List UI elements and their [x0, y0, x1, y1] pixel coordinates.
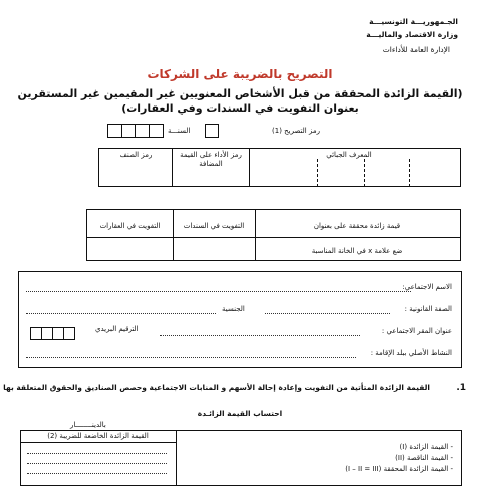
year-label: السنـــة: [168, 127, 191, 135]
header-line-ministry: وزارة الاقتصاد والماليـــة: [366, 30, 458, 39]
nature-row-label: قيمة زائدة محققة على بعنوان: [313, 222, 401, 230]
ids-col-category: رمز الصنف: [119, 151, 153, 159]
nature-col-property: التفويت في العقارات: [99, 222, 161, 230]
taxable-value-ii[interactable]: [27, 463, 167, 464]
page-subtitle-1: (القيمة الزائدة المحققة من قبل الأشخاص المعنويين غير المقيمين غير المستقرين: [17, 87, 463, 100]
year-digit-box[interactable]: [149, 124, 164, 138]
section-number: 1.: [456, 383, 466, 393]
legal-form-field[interactable]: [265, 313, 390, 314]
postal-digit-box[interactable]: [63, 327, 75, 340]
calc-heading: احتساب القيمة الزائـدة: [197, 409, 283, 418]
hq-address-label: عنوان المقر الاجتماعي :: [381, 327, 452, 335]
year-digit-box[interactable]: [135, 124, 150, 138]
nationality-label: الجنسية: [222, 305, 245, 313]
header-line-republic: الجـمهوريـــة التونسيـــة: [369, 17, 458, 26]
ids-table: [98, 148, 461, 187]
ids-col-vat: رمز الأداء على القيمة المضافة: [180, 151, 242, 168]
line-iii-label: - القيمة الزائدة المحققة (I – II = III): [345, 465, 453, 473]
nature-col-securities: التفويت في السندات: [183, 222, 245, 230]
declaration-code-label: رمز التصريح (1): [272, 127, 320, 135]
hq-address-field[interactable]: [160, 335, 360, 336]
property-checkbox[interactable]: [88, 239, 172, 260]
nationality-field[interactable]: [26, 313, 216, 314]
social-name-label: الاسم الاجتماعي:: [402, 283, 452, 291]
page-title: التصريح بالضريبة على الشركات: [147, 67, 333, 81]
taxable-value-i[interactable]: [27, 453, 167, 454]
ids-col-tax-id: المعرف الجبائي: [326, 151, 372, 159]
nature-instruction: ضع علامة x في الخانة المناسبة: [311, 247, 403, 255]
social-name-field[interactable]: [26, 291, 411, 292]
nature-table: [86, 209, 461, 261]
section-title: القيمة الزائدة المتأتية من التفويت وإعادة إحالة الأسهم و المنابات الاجتماعية وحصص الصناديق والحقوق المتعلقة بها: [3, 383, 430, 392]
page-subtitle-2: بعنوان التفويت في السندات وفي العقارات): [121, 102, 359, 115]
taxable-header: القيمة الزائدة الخاضعة للضريبة (2): [47, 432, 149, 440]
year-digit-box[interactable]: [121, 124, 136, 138]
declaration-code-box[interactable]: [205, 124, 219, 138]
postal-code-label: الترقيم البريدي: [95, 325, 139, 333]
legal-form-label: الصفة القانونية :: [404, 305, 452, 313]
calc-table: [20, 430, 462, 486]
main-activity-label: النشاط الأصلي ببلد الإقامة :: [370, 349, 452, 357]
currency-label: بالدينــــــــار: [70, 421, 106, 429]
year-digit-box[interactable]: [107, 124, 122, 138]
line-ii-label: - القيمة الناقصة (II): [395, 454, 453, 462]
taxable-value-iii[interactable]: [27, 473, 167, 474]
main-activity-field[interactable]: [26, 357, 356, 358]
header-line-directorate: الإدارة العامة للأداءات: [382, 45, 450, 54]
securities-checkbox[interactable]: [174, 239, 254, 260]
line-i-label: - القيمة الزائدة (I): [399, 443, 453, 451]
